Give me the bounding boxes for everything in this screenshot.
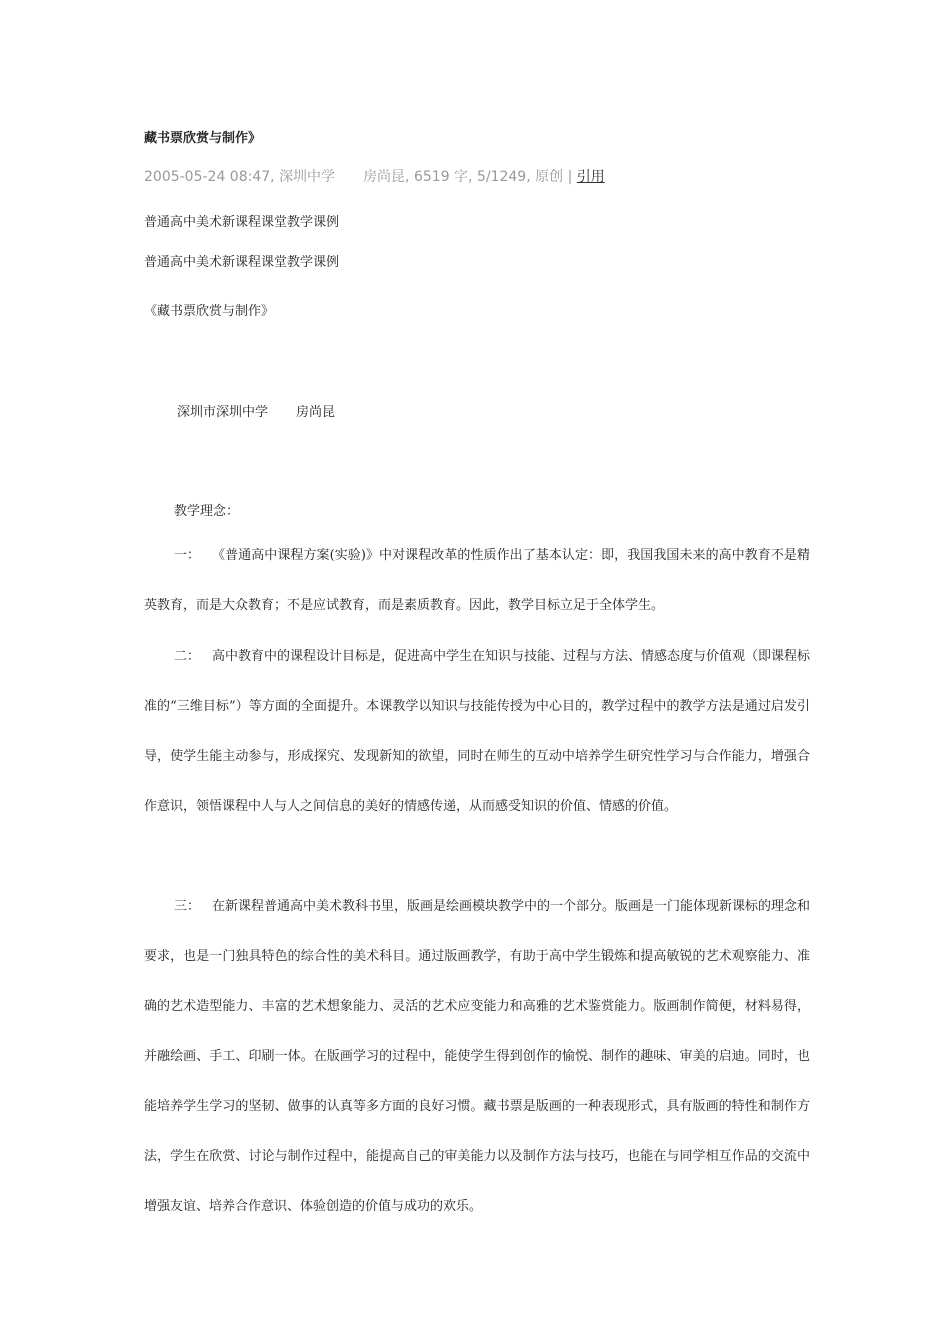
cite-link[interactable]: 引用 bbox=[576, 169, 605, 185]
article-meta bbox=[144, 166, 605, 186]
subtitle-line-1: 普通高中美术新课程课堂教学课例 bbox=[144, 215, 340, 230]
point-text: 《普通高中课程方案(实验)》中对课程改革的性质作出了基本认定：即，我国我国未来的高中教育不是精英教育，而是大众教育；不是应试教育，而是素质教育。因此，教学目标立足于全体学生。 bbox=[144, 548, 810, 613]
meta-separator: | bbox=[567, 169, 573, 185]
byline-author: 房尚昆 bbox=[296, 405, 336, 420]
point-number: 二： bbox=[174, 649, 201, 664]
point-number: 三： bbox=[174, 899, 201, 914]
point-paragraph-3 bbox=[144, 882, 810, 1232]
meta-type: 原创 bbox=[535, 169, 564, 185]
meta-word-count: 6519 字, bbox=[413, 169, 473, 185]
subtitle-line-2: 普通高中美术新课程课堂教学课例 bbox=[144, 255, 340, 270]
meta-date: 2005-05-24 08:47, bbox=[144, 169, 275, 185]
meta-school: 深圳中学 bbox=[279, 169, 336, 185]
meta-author: 房尚昆, bbox=[363, 169, 410, 185]
lesson-title: 《藏书票欣赏与制作》 bbox=[144, 304, 275, 319]
meta-views: 5/1249, bbox=[476, 169, 531, 185]
point-paragraph-2 bbox=[144, 632, 810, 832]
point-text: 在新课程普通高中美术教科书里，版画是绘画模块教学中的一个部分。版画是一门能体现新课标的理念和要求，也是一门独具特色的综合性的美术科目。通过版画教学，有助于高中学生锻炼和提高敏锐的艺术观察能力、准确的艺术造型能力、丰富的艺术想象能力、灵活的艺术应变能力和高雅的艺术鉴赏能力。版画制作简便，材料易得，并融绘画、手工、印刷一体。在版画学习的过程中，能使学生得到创作的愉悦、制作的趣味、审美的启迪。同时，也能培养学生学习的坚韧、做事的认真等多方面的良好习惯。藏书票是版画的一种表现形式，具有版画的特性和制作方法，学生在欣赏、讨论与制作过程中，能提高自己的审美能力以及制作方法与技巧，也能在与同学相互作品的交流中增强友谊、培养合作意识、体验创造的价值与成功的欢乐。 bbox=[144, 899, 811, 1214]
point-number: 一： bbox=[174, 548, 201, 563]
point-text: 高中教育中的课程设计目标是，促进高中学生在知识与技能、过程与方法、情感态度与价值观（即课程标准的“三维目标”）等方面的全面提升。本课教学以知识与技能传授为中心目的，教学过程中的教学方法是通过启发引导，使学生能主动参与，形成探究、发现新知的欲望，同时在师生的互动中培养学生研究性学习与合作能力，增强合作意识，领悟课程中人与人之间信息的美好的情感传递，从而感受知识的价值、情感的价值。 bbox=[144, 649, 811, 814]
byline bbox=[177, 401, 335, 420]
article-title: 藏书票欣赏与制作》 bbox=[144, 131, 262, 146]
concept-heading: 教学理念： bbox=[174, 504, 240, 519]
point-paragraph-1 bbox=[144, 531, 810, 631]
byline-school: 深圳市深圳中学 bbox=[177, 405, 269, 420]
